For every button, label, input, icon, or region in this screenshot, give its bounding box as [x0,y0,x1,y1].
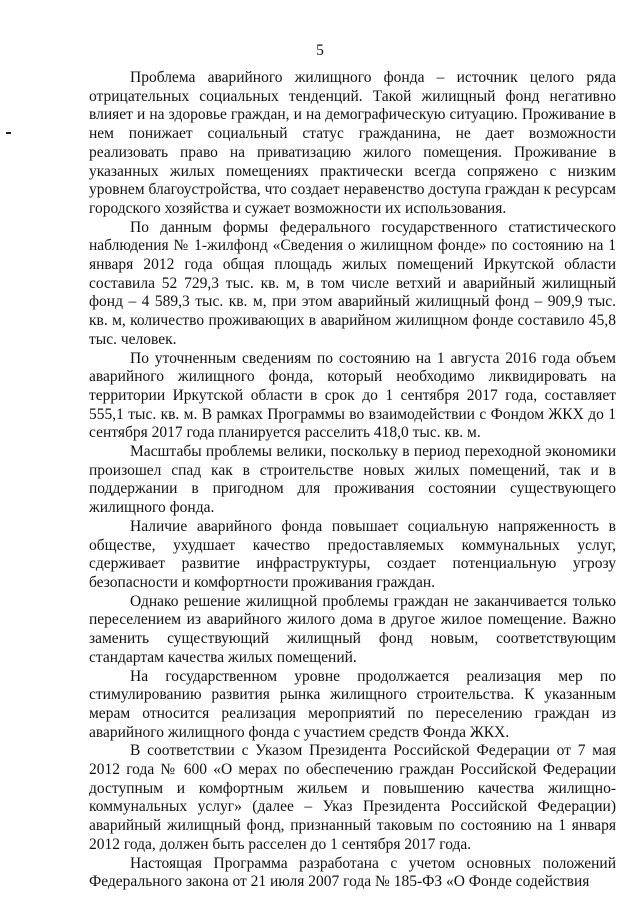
paragraph-state-measures: На государственном уровне продолжается реализация мер по стимулированию развития рынка жилищного строительства. К указанным мерам относится реализация мероприятий по переселению граждан из аварийного жилищного фонда с участием средств Фонда ЖКХ. [89,667,616,741]
paragraph-housing-replacement: Однако решение жилищной проблемы граждан не заканчивается только переселением из аварийного жилого дома в другое жилое помещение. Важно заменить существующий жилищный фонд новым, соответствующим стандартам качества жилых помещений. [89,592,616,666]
paragraph-emergency-housing-problem: Проблема аварийного жилищного фонда – источник целого ряда отрицательных социальных тенденций. Такой жилищный фонд негативно влияет и на здоровье граждан, и на демографическую ситуацию. Проживание в нем понижает социальный статус гражданина, не дает возможности реализовать право на приватизацию жилого помещения. Проживание в указанных жилых помещениях практически всегда сопряжено с низким уровнем благоустройства, что создает неравенство доступа граждан к ресурсам городского хозяйства и сужает возможности их использования. [89,69,616,217]
paragraph-problem-scale: Масштабы проблемы велики, поскольку в период переходной экономики произошел спад как в строительстве новых жилых помещений, так и в поддержании в пригодном для проживания состоянии существующего жилищного фонда. [89,443,616,517]
paragraph-statistics-2012: По данным формы федерального государственного статистического наблюдения № 1-жилфонд «Сведения о жилищном фонде» по состоянию на 1 января 2012 года общая площадь жилых помещений Иркутской области составила 52 729,3 тыс. кв. м, в том числе ветхий и аварийный жилищный фонд – 4 589,3 тыс. кв. м, при этом аварийный жилищный фонд – 909,9 тыс. кв. м, количество проживающих в аварийном жилищном фонде составило 45,8 тыс. человек. [89,218,616,348]
paragraph-program-basis: Настоящая Программа разработана с учетом основных положений Федерального закона от 21 июля 2007 года № 185-ФЗ «О Фонде содействия [89,854,616,891]
document-body [89,69,616,892]
paragraph-statistics-2016: По уточненным сведениям по состоянию на 1 августа 2016 года объем аварийного жилищного фонда, который необходимо ликвидировать на территории Иркутской области в срок до 1 сентября 2017 года, составляет 555,1 тыс. кв. м. В рамках Программы во взаимодействии с Фондом ЖКХ до 1 сентября 2017 года планируется расселить 418,0 тыс. кв. м. [89,349,616,442]
paragraph-social-tension: Наличие аварийного фонда повышает социальную напряженность в обществе, ухудшает качество предоставляемых коммунальных услуг, сдерживает развитие инфраструктуры, создает потенциальную угрозу безопасности и комфортности проживания граждан. [89,517,616,591]
page-number: 5 [316,42,324,59]
paragraph-presidential-decree: В соответствии с Указом Президента Российской Федерации от 7 мая 2012 года № 600 «О мерах по обеспечению граждан Российской Федерации доступным и комфортным жильем и повышению качества жилищно-коммунальных услуг» (далее – Указ Президента Российской Федерации) аварийный жилищный фонд, признанный таковым по состоянию на 1 января 2012 года, должен быть расселен до 1 сентября 2017 года. [89,742,616,853]
margin-mark [6,132,11,134]
